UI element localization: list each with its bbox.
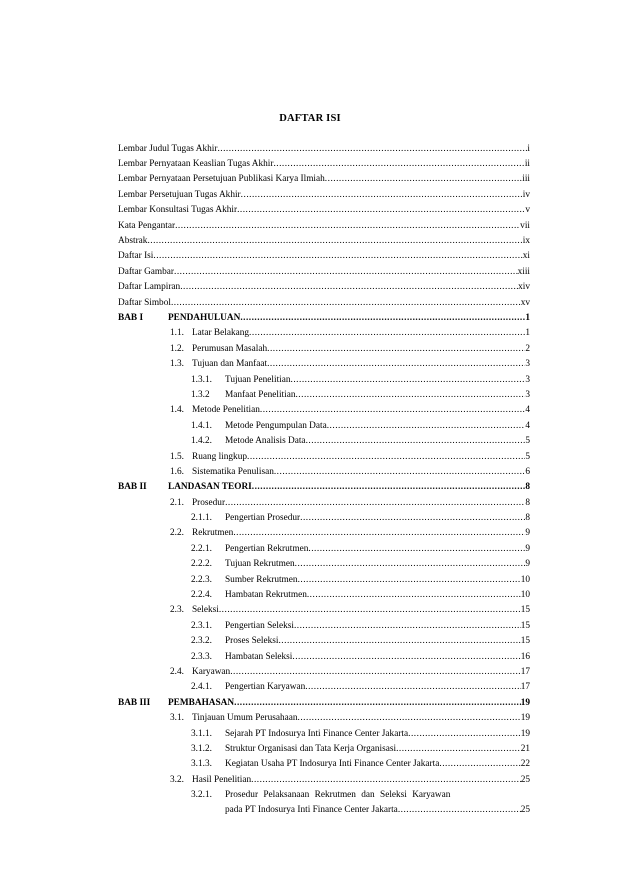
toc-entry[interactable] <box>118 710 530 725</box>
toc-dots <box>274 467 525 477</box>
toc-leader <box>168 695 530 710</box>
toc-entry[interactable] <box>118 726 530 741</box>
toc-dots <box>278 636 520 646</box>
toc-title-line2: pada PT Indosurya Inti Finance Center Jakarta <box>225 805 398 816</box>
toc-section-number: 2.2.2. <box>191 559 212 570</box>
toc-page-number: 9 <box>525 528 530 539</box>
toc-title: Abstrak <box>118 236 148 247</box>
toc-entry[interactable] <box>118 172 530 187</box>
toc-section-number: 3.1.3. <box>191 759 212 770</box>
toc-dots <box>171 298 521 308</box>
toc-page-number: 17 <box>520 682 530 693</box>
toc-page-number: 15 <box>520 636 530 647</box>
toc-entry[interactable] <box>118 541 530 556</box>
toc-page-number: 21 <box>520 743 530 754</box>
toc-dots <box>308 544 525 554</box>
toc-title: Lembar Pernyataan Keaslian Tugas Akhir <box>118 159 274 170</box>
toc-leader <box>225 757 530 772</box>
toc-dots <box>175 221 520 231</box>
toc-title: Karyawan <box>192 666 231 677</box>
toc-entry[interactable] <box>118 526 530 541</box>
toc-leader <box>118 233 530 248</box>
toc-leader <box>168 480 530 495</box>
toc-entry[interactable] <box>118 680 530 695</box>
toc-page-number: 10 <box>520 590 530 601</box>
toc-dots <box>292 652 520 662</box>
toc-dots <box>298 575 521 585</box>
toc-leader <box>118 172 530 187</box>
toc-entry[interactable] <box>118 141 530 156</box>
toc-entry[interactable] <box>118 787 530 818</box>
toc-leader <box>168 310 530 325</box>
toc-dots <box>307 590 521 600</box>
toc-dots <box>291 375 526 385</box>
toc-leader <box>225 433 530 448</box>
toc-section-number: 3.1. <box>170 713 184 724</box>
toc-page-number: 19 <box>520 728 530 739</box>
toc-page-number: xiv <box>518 282 530 293</box>
toc-title: Metode Pengumpulan Data <box>225 420 327 431</box>
toc-title: Pengertian Prosedur <box>225 513 301 524</box>
toc-section-number: 3.1.1. <box>191 728 212 739</box>
toc-page-number: iii <box>522 174 530 185</box>
toc-title: Hasil Penelitian <box>192 774 252 785</box>
toc-section-number: 2.2.3. <box>191 574 212 585</box>
toc-title: Prosedur <box>192 497 226 508</box>
toc-leader <box>192 772 530 787</box>
toc-leader <box>192 326 530 341</box>
toc-dots <box>306 436 526 446</box>
toc-entry[interactable] <box>118 587 530 602</box>
toc-title: Hambatan Rekrutmen <box>225 590 307 601</box>
toc-page-number: 8 <box>525 482 530 493</box>
toc-entry[interactable] <box>118 603 530 618</box>
toc-dots <box>305 682 520 692</box>
toc-title: Lembar Persetujuan Tugas Akhir <box>118 189 241 200</box>
toc-dots <box>327 421 526 431</box>
toc-leader <box>225 680 530 695</box>
toc-leader <box>225 803 530 818</box>
toc-dots <box>260 405 525 415</box>
toc-chapter-number: BAB I <box>118 312 144 323</box>
toc-chapter-number: BAB III <box>118 697 151 708</box>
toc-title: Pengertian Seleksi <box>225 620 294 631</box>
toc-entry[interactable] <box>118 664 530 679</box>
toc-title-line1: Prosedur Pelaksanaan Rekrutmen dan Seleksi Karyawan <box>225 790 451 801</box>
toc-leader <box>192 710 530 725</box>
toc-section-number: 3.2. <box>170 774 184 785</box>
toc-section-number: 2.2. <box>170 528 184 539</box>
toc-page-number: 9 <box>525 559 530 570</box>
toc-section-number: 1.3. <box>170 359 184 370</box>
toc-title: Metode Penelitian <box>192 405 260 416</box>
toc-leader <box>225 418 530 433</box>
toc-page-number: v <box>525 205 530 216</box>
toc-entry[interactable] <box>118 618 530 633</box>
toc-title: Proses Seleksi <box>225 636 279 647</box>
toc-entry[interactable] <box>118 156 530 171</box>
toc-title: Tinjauan Umum Perusahaan <box>192 713 298 724</box>
toc-title: Tujuan dan Manfaat <box>192 359 268 370</box>
toc-dots <box>325 174 522 184</box>
toc-dots <box>147 236 522 246</box>
toc-page-number: i <box>527 143 530 154</box>
toc-entry[interactable] <box>118 772 530 787</box>
toc-section-number: 1.4. <box>170 405 184 416</box>
toc-section-number: 2.2.1. <box>191 543 212 554</box>
toc-entry[interactable] <box>118 387 530 402</box>
toc-leader <box>225 741 530 756</box>
toc-page-number: 15 <box>520 620 530 631</box>
toc-entry[interactable] <box>118 449 530 464</box>
toc-title: PEMBAHASAN <box>168 697 235 708</box>
toc-entry[interactable] <box>118 326 530 341</box>
toc-page-number: 25 <box>520 774 530 785</box>
toc-page-number: 4 <box>525 420 530 431</box>
toc-title: Daftar Simbol <box>118 297 171 308</box>
toc-section-number: 1.4.1. <box>191 420 212 431</box>
toc-leader <box>225 572 530 587</box>
toc-page-number: ix <box>522 236 530 247</box>
toc-title: Tujuan Penelitian <box>225 374 291 385</box>
toc-leader <box>225 649 530 664</box>
toc-page-number: 8 <box>525 513 530 524</box>
toc-dots <box>153 251 522 261</box>
toc-section-number: 1.1. <box>170 328 184 339</box>
toc-leader <box>118 141 530 156</box>
toc-dots <box>300 513 525 523</box>
toc-leader <box>192 526 530 541</box>
toc-dots <box>267 344 525 354</box>
toc-leader <box>192 403 530 418</box>
toc-section-number: 2.1.1. <box>191 513 212 524</box>
toc-page-number: xiii <box>517 266 530 277</box>
toc-page-number: ii <box>524 159 530 170</box>
toc-title: Metode Analisis Data <box>225 436 306 447</box>
toc-leader <box>225 587 530 602</box>
toc-entry[interactable] <box>118 649 530 664</box>
toc-entry[interactable] <box>118 480 530 495</box>
toc-title: Pengertian Rekrutmen <box>225 543 309 554</box>
toc-entry[interactable] <box>118 695 530 710</box>
toc-dots <box>295 559 526 569</box>
toc-leader <box>225 634 530 649</box>
toc-leader <box>192 341 530 356</box>
toc-page-number: 10 <box>520 574 530 585</box>
toc-page-number: 6 <box>525 466 530 477</box>
toc-section-number: 2.3.2. <box>191 636 212 647</box>
toc-dots <box>439 759 520 769</box>
toc-section-number: 1.2. <box>170 343 184 354</box>
toc-page-number: 1 <box>525 328 530 339</box>
toc-title: Latar Belakang <box>192 328 250 339</box>
toc-dots <box>408 729 521 739</box>
toc-leader <box>225 372 530 387</box>
toc-dots <box>252 482 526 492</box>
toc-leader <box>118 280 530 295</box>
toc-page-number: 3 <box>525 389 530 400</box>
toc-entry[interactable] <box>118 510 530 525</box>
toc-page-number: 3 <box>525 359 530 370</box>
toc-dots <box>174 267 518 277</box>
toc-title: Lembar Judul Tugas Akhir <box>118 143 218 154</box>
toc-entry[interactable] <box>118 634 530 649</box>
toc-dots <box>251 775 521 785</box>
toc-dots <box>247 452 525 462</box>
toc-entry[interactable] <box>118 757 530 772</box>
toc-leader <box>192 464 530 479</box>
toc-leader <box>118 203 530 218</box>
toc-dots <box>267 359 525 369</box>
toc-page-number: 8 <box>525 497 530 508</box>
toc-title: Sistematika Penulisan <box>192 466 274 477</box>
toc-page-number: xv <box>520 297 530 308</box>
toc-page-number: 5 <box>525 451 530 462</box>
toc-entry[interactable] <box>118 264 530 279</box>
toc-section-number: 3.1.2. <box>191 743 212 754</box>
toc-dots <box>273 159 524 169</box>
toc-section-number: 2.3.3. <box>191 651 212 662</box>
toc-entry[interactable] <box>118 464 530 479</box>
toc-page-number: 15 <box>520 605 530 616</box>
toc-entry[interactable] <box>118 372 530 387</box>
toc-page-number: 17 <box>520 666 530 677</box>
toc-leader <box>192 356 530 371</box>
toc-entry[interactable] <box>118 218 530 233</box>
toc-dots <box>241 190 523 200</box>
toc-section-number: 1.6. <box>170 466 184 477</box>
toc-title: Daftar Gambar <box>118 266 175 277</box>
toc-page-number: 19 <box>520 697 530 708</box>
toc-entry[interactable] <box>118 341 530 356</box>
toc-dots <box>294 621 521 631</box>
toc-title: Daftar Isi <box>118 251 154 262</box>
toc-page-number: 19 <box>520 713 530 724</box>
toc-dots <box>298 713 521 723</box>
toc-page-number: 2 <box>525 343 530 354</box>
toc-section-number: 3.2.1. <box>191 790 212 801</box>
toc-entry[interactable] <box>118 280 530 295</box>
toc-dots <box>225 498 525 508</box>
toc-title: Hambatan Seleksi <box>225 651 293 662</box>
table-of-contents <box>118 141 530 818</box>
toc-page-number: xi <box>522 251 530 262</box>
toc-title: PENDAHULUAN <box>168 312 241 323</box>
toc-leader <box>192 664 530 679</box>
toc-title: Ruang lingkup <box>192 451 248 462</box>
toc-title: Rekrutmen <box>192 528 234 539</box>
toc-title: Manfaat Penelitian <box>225 389 296 400</box>
toc-title: Kata Pengantar <box>118 220 176 231</box>
toc-entry[interactable] <box>118 572 530 587</box>
toc-section-number: 2.4.1. <box>191 682 212 693</box>
toc-entry[interactable] <box>118 295 530 310</box>
toc-entry[interactable] <box>118 495 530 510</box>
toc-section-number: 2.1. <box>170 497 184 508</box>
toc-page-number: 1 <box>525 312 530 323</box>
toc-dots <box>219 605 521 615</box>
toc-leader <box>225 541 530 556</box>
toc-entry[interactable] <box>118 187 530 202</box>
toc-leader <box>225 618 530 633</box>
toc-section-number: 1.3.1. <box>191 374 212 385</box>
toc-section-number: 1.4.2. <box>191 436 212 447</box>
toc-leader <box>118 187 530 202</box>
toc-dots <box>217 144 527 154</box>
toc-leader <box>192 495 530 510</box>
toc-page-number: 4 <box>525 405 530 416</box>
toc-section-number: 1.3.2 <box>191 389 210 400</box>
toc-leader <box>118 295 530 310</box>
toc-leader <box>192 603 530 618</box>
toc-title: Kegiatan Usaha PT Indosurya Inti Finance Center Jakarta <box>225 759 440 770</box>
toc-page-number: 16 <box>520 651 530 662</box>
toc-dots <box>398 805 521 815</box>
toc-title: Daftar Lampiran <box>118 282 181 293</box>
toc-page-number: 22 <box>520 759 530 770</box>
toc-leader <box>118 264 530 279</box>
toc-page-number: 25 <box>520 805 530 816</box>
toc-page-number: 9 <box>525 543 530 554</box>
toc-entry[interactable] <box>118 433 530 448</box>
toc-title: Lembar Konsultasi Tugas Akhir <box>118 205 238 216</box>
toc-section-number: 2.4. <box>170 666 184 677</box>
toc-dots <box>295 390 525 400</box>
toc-title: Sejarah PT Indosurya Inti Finance Center Jakarta <box>225 728 409 739</box>
toc-title: Perumusan Masalah <box>192 343 268 354</box>
toc-page-number: vii <box>520 220 530 231</box>
toc-dots <box>233 528 525 538</box>
toc-title: LANDASAN TEORI <box>168 482 252 493</box>
toc-page-number: iv <box>522 189 530 200</box>
toc-title: Tujuan Rekrutmen <box>225 559 295 570</box>
toc-dots <box>240 313 525 323</box>
toc-section-number: 2.3. <box>170 605 184 616</box>
toc-leader <box>118 156 530 171</box>
toc-entry[interactable] <box>118 356 530 371</box>
toc-leader <box>192 449 530 464</box>
toc-dots <box>234 698 521 708</box>
toc-page-number: 3 <box>525 374 530 385</box>
toc-entry[interactable] <box>118 741 530 756</box>
toc-leader <box>225 557 530 572</box>
toc-dots <box>230 667 521 677</box>
toc-section-number: 1.5. <box>170 451 184 462</box>
toc-leader <box>225 387 530 402</box>
toc-page-number: 5 <box>525 436 530 447</box>
toc-section-number: 2.2.4. <box>191 590 212 601</box>
toc-entry[interactable] <box>118 403 530 418</box>
toc-dots <box>396 744 521 754</box>
toc-title: Seleksi <box>192 605 219 616</box>
toc-entry[interactable] <box>118 233 530 248</box>
toc-entry[interactable] <box>118 203 530 218</box>
toc-title: Sumber Rekrutmen <box>225 574 298 585</box>
toc-leader <box>225 726 530 741</box>
toc-dots <box>237 205 525 215</box>
toc-dots <box>180 282 518 292</box>
toc-leader <box>225 510 530 525</box>
toc-entry[interactable] <box>118 557 530 572</box>
toc-leader <box>118 218 530 233</box>
toc-dots <box>249 328 525 338</box>
toc-title: Pengertian Karyawan <box>225 682 306 693</box>
toc-title: Struktur Organisasi dan Tata Kerja Organisasi <box>225 743 397 754</box>
toc-title: Lembar Pernyataan Persetujuan Publikasi Karya Ilmiah <box>118 174 325 185</box>
toc-leader <box>118 249 530 264</box>
toc-entry[interactable] <box>118 310 530 325</box>
page-title: DAFTAR ISI <box>279 113 341 124</box>
toc-chapter-number: BAB II <box>118 482 147 493</box>
toc-entry[interactable] <box>118 418 530 433</box>
toc-section-number: 2.3.1. <box>191 620 212 631</box>
toc-entry[interactable] <box>118 249 530 264</box>
